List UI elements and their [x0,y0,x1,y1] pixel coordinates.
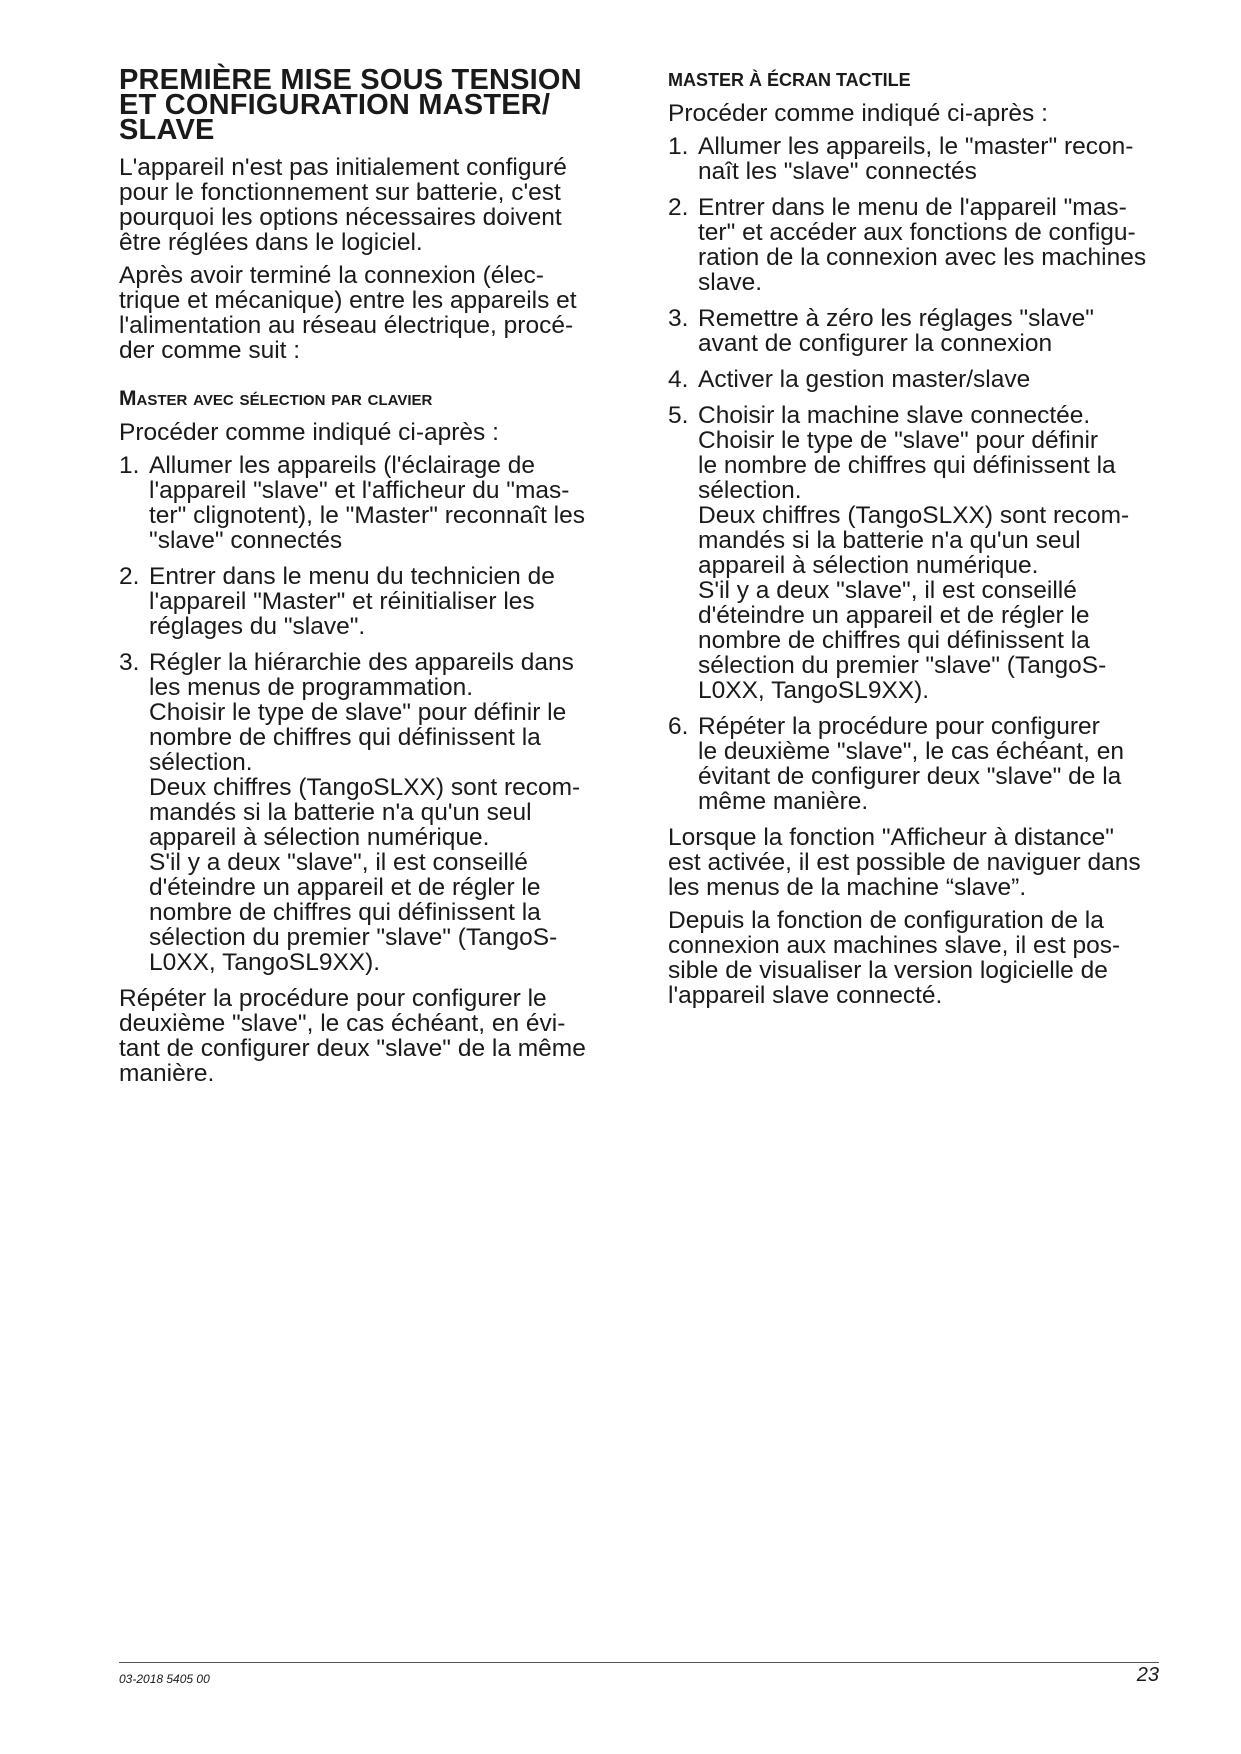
step-number: 2. [119,563,140,590]
step-number: 2. [668,194,689,221]
section-title-keypad: Master avec sélection par clavier [119,387,433,410]
step-text: Activer la gestion master/slave [698,366,1031,393]
list-item [119,564,639,639]
step-number: 1. [119,452,140,479]
left-column [119,64,639,1094]
step-number: 4. [668,366,689,393]
step-number: 3. [119,649,140,676]
intro-paragraph-2: Après avoir terminé la connexion (élec- trique et mécanique) entre les appareils et l'alimentation au réseau électrique, procé- der comme suit : [119,262,577,364]
section-intro-keypad: Procéder comme indiqué ci-après : [119,419,499,446]
step-text: Allumer les appareils (l'éclairage de l'appareil "slave" et l'afficheur du "mas- ter" clignotent), le "Master" reconnaît les "slave" connectés [149,452,585,554]
step-text: Répéter la procédure pour configurer le deuxième "slave", le cas échéant, en évitant de configurer deux "slave" de la même manière. [698,713,1124,815]
step-number: 3. [668,305,689,332]
footer-divider [119,1662,1159,1663]
step-text: Choisir la machine slave connectée. Choisir le type de "slave" pour définir le nombre de chiffres qui définissent la sélection. Deux chiffres (TangoSLXX) sont recom- mandés si la batterie n'a qu'un seul appareil à sélection numérique. S'il y a deux "slave", il est conseillé d'éteindre un appareil et de régler le nombre de chiffres qui définissent la sélection du premier "slave" (TangoS- L0XX, TangoSL9XX). [698,402,1130,704]
step-text: Entrer dans le menu du technicien de l'appareil "Master" et réinitialiser les réglages du "slave". [149,563,555,640]
step-number: 1. [668,133,689,160]
step-number: 5. [668,402,689,429]
step-text: Allumer les appareils, le "master" recon- naît les "slave" connectés [698,133,1134,185]
section-intro-touchscreen: Procéder comme indiqué ci-après : [668,100,1048,127]
intro-paragraph-1: L'appareil n'est pas initialement configuré pour le fonctionnement sur batterie, c'est pourquoi les options nécessaires doivent être réglées dans le logiciel. [119,154,567,256]
step-number: 6. [668,713,689,740]
step-text: Entrer dans le menu de l'appareil "mas- ter" et accéder aux fonctions de configu- ration de la connexion avec les machines slave. [698,194,1147,296]
page-number: 23 [1136,1664,1159,1686]
list-item [668,367,1198,392]
outro-paragraph-2: Depuis la fonction de configuration de la connexion aux machines slave, il est pos- sible de visualiser la version logicielle de l'appareil slave connecté. [668,907,1121,1009]
document-reference: 03-2018 5405 00 [119,1672,210,1686]
outro-paragraph: Répéter la procédure pour configurer le deuxième "slave", le cas échéant, en évi- tant de configurer deux "slave" de la même manière. [119,985,586,1087]
section-title-touchscreen: MASTER À ÉCRAN TACTILE [668,70,911,90]
steps-list-keypad [119,453,639,975]
steps-list-touchscreen [668,134,1198,814]
list-item [668,714,1198,814]
step-text: Remettre à zéro les réglages "slave" avant de configurer la connexion [698,305,1094,357]
list-item [668,306,1198,356]
list-item [668,195,1198,295]
right-column [668,68,1198,1016]
step-text: Régler la hiérarchie des appareils dans les menus de programmation. Choisir le type de slave" pour définir le nombre de chiffres qui définissent la sélection. Deux chiffres (TangoSLXX) sont recom- mandés si la batterie n'a qu'un seul appareil à sélection numérique. S'il y a deux "slave", il est conseillé d'éteindre un appareil et de régler le nombre de chiffres qui définissent la sélection du premier "slave" (TangoS- L0XX, TangoSL9XX). [149,649,581,976]
page-title: PREMIÈRE MISE SOUS TENSION ET CONFIGURATION MASTER/ SLAVE [119,64,582,146]
list-item [119,650,639,975]
list-item [668,134,1198,184]
outro-paragraph-1: Lorsque la fonction "Afficheur à distance" est activée, il est possible de naviguer dans les menus de la machine “slave”. [668,824,1141,901]
list-item [119,453,639,553]
list-item [668,403,1198,703]
